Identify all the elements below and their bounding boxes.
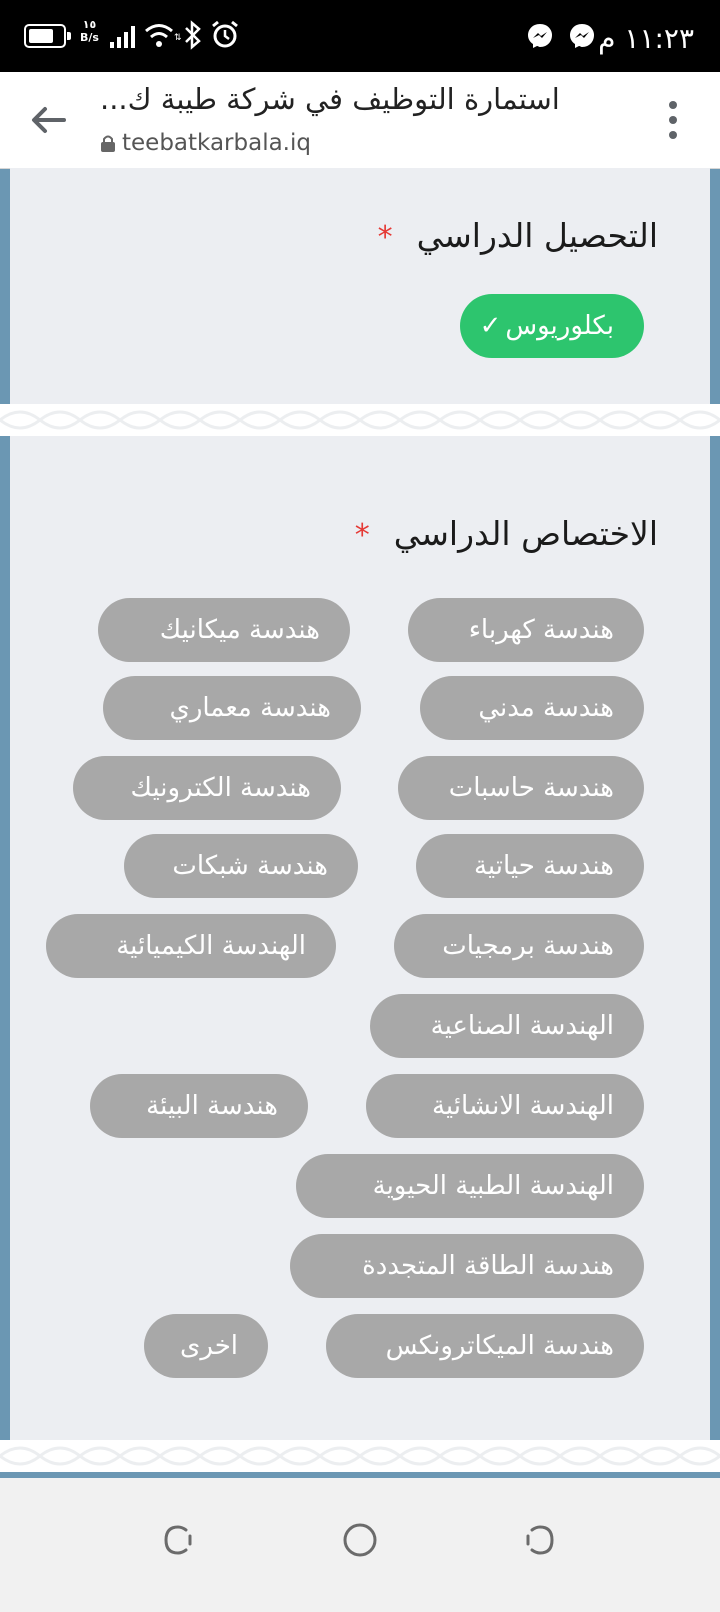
messenger-icon: [526, 22, 554, 50]
option-label: هندسة ميكانيك: [159, 615, 320, 645]
home-icon[interactable]: [342, 1522, 378, 1558]
option-label: هندسة الطاقة المتجددة: [362, 1251, 614, 1281]
option-label: هندسة مدني: [478, 693, 614, 723]
option-label: هندسة حاسبات: [448, 773, 614, 803]
option-software-engineering[interactable]: [394, 914, 644, 978]
option-label: هندسة الميكاترونكس: [385, 1331, 614, 1361]
question-label: الاختصاص الدراسي: [393, 514, 658, 553]
system-navigation-bar: [0, 1478, 720, 1612]
clock: ١١:٢٣ م: [598, 22, 694, 55]
arabesque-pattern: [0, 1440, 720, 1472]
option-environmental-engineering[interactable]: [90, 1074, 308, 1138]
option-label: الهندسة الصناعية: [430, 1011, 614, 1041]
network-speed-value: ١٥: [82, 18, 97, 31]
option-label: هندسة حياتية: [473, 851, 614, 881]
url-display[interactable]: [100, 130, 311, 156]
arrow-left-icon[interactable]: [30, 105, 66, 135]
option-label: هندسة البيئة: [146, 1091, 278, 1121]
option-label: بكلوريوس: [505, 311, 614, 341]
option-label: هندسة شبكات: [172, 851, 328, 881]
option-label: هندسة برمجيات: [442, 931, 614, 961]
alarm-icon: [210, 20, 240, 50]
option-chemical-engineering[interactable]: [46, 914, 336, 978]
option-renewable-energy-engineering[interactable]: [290, 1234, 644, 1298]
option-other[interactable]: [144, 1314, 268, 1378]
more-vert-icon[interactable]: [668, 100, 678, 140]
url-text: teebatkarbala.iq: [122, 130, 311, 156]
option-label: الهندسة الكيميائية: [116, 931, 306, 961]
lock-icon: [100, 134, 116, 152]
option-label: هندسة كهرباء: [468, 615, 614, 645]
question-label: التحصيل الدراسي: [416, 216, 658, 255]
signal-icon: [110, 26, 136, 48]
option-network-engineering[interactable]: [124, 834, 358, 898]
question-title: [355, 514, 658, 553]
option-label: اخرى: [180, 1331, 238, 1361]
option-label: الهندسة الانشائية: [431, 1091, 614, 1121]
option-label: هندسة الكترونيك: [130, 773, 311, 803]
browser-toolbar: [0, 72, 720, 169]
bluetooth-icon: [182, 20, 204, 50]
pattern-divider: [0, 1440, 720, 1472]
question-title: [378, 216, 658, 255]
option-biological-engineering[interactable]: [416, 834, 644, 898]
education-question: [10, 168, 710, 404]
nav-back-icon[interactable]: [524, 1524, 556, 1556]
required-mark: *: [354, 518, 370, 553]
option-electrical-engineering[interactable]: [408, 598, 644, 662]
battery-icon: [24, 24, 66, 48]
page-title: استمارة التوظيف في شركة طيبة ك...: [100, 82, 560, 116]
recent-apps-icon[interactable]: [162, 1524, 194, 1556]
option-architectural-engineering[interactable]: [103, 676, 361, 740]
option-electronics-engineering[interactable]: [73, 756, 341, 820]
network-speed: [80, 18, 99, 44]
messenger-icon: [568, 22, 596, 50]
specialization-question: [10, 436, 710, 1440]
check-icon: ✓: [479, 311, 502, 341]
option-mechanical-engineering[interactable]: [98, 598, 350, 662]
required-mark: *: [377, 220, 393, 255]
pattern-divider: [0, 404, 720, 436]
svg-text:⇅: ⇅: [174, 33, 182, 43]
arabesque-pattern: [0, 404, 720, 436]
option-label: الهندسة الطبية الحيوية: [372, 1171, 614, 1201]
option-civil-engineering[interactable]: [420, 676, 644, 740]
status-bar: [0, 0, 720, 72]
option-label: هندسة معماري: [169, 693, 331, 723]
option-computer-engineering[interactable]: [398, 756, 644, 820]
option-structural-engineering[interactable]: [366, 1074, 644, 1138]
network-speed-unit: B/s: [80, 31, 99, 44]
option-mechatronics-engineering[interactable]: [326, 1314, 644, 1378]
option-bachelor[interactable]: [460, 294, 644, 358]
option-industrial-engineering[interactable]: [370, 994, 644, 1058]
wifi-icon: [144, 22, 182, 50]
option-biomedical-engineering[interactable]: [296, 1154, 644, 1218]
